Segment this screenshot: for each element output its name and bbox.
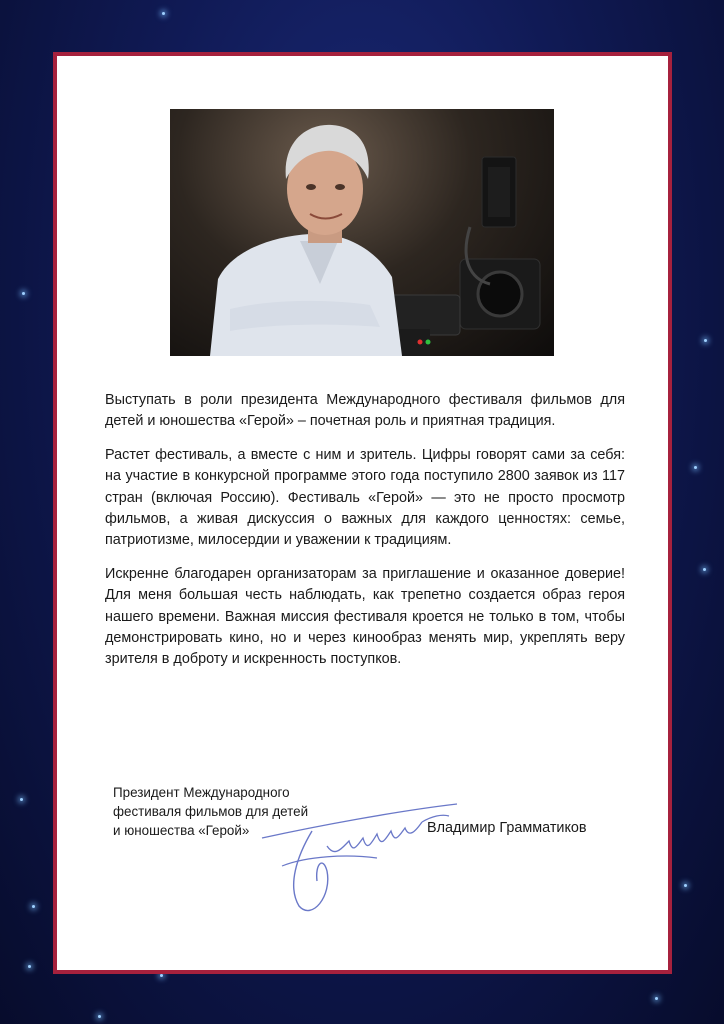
signer-title-line: фестиваля фильмов для детей	[113, 804, 309, 819]
star-decoration	[20, 798, 23, 801]
paragraph-2: Растет фестиваль, а вместе с ним и зритель. Цифры говорят сами за себя: на участие в конкурсной программе этого года поступило 2800 заявок из 117 стран (включая Россию). Фестиваль «Герой» — это не просто просмотр фильмов, а живая дискуссия о важных для каждого ценностях: семье, патриотизме, милосердии и уважении к традициям.	[105, 446, 625, 549]
photo-illustration	[170, 109, 554, 356]
star-decoration	[22, 292, 25, 295]
president-photo	[170, 109, 554, 356]
paragraph-1: Выступать в роли президента Международного фестиваля фильмов для детей и юношества «Герой» – почетная роль и приятная традиция.	[105, 392, 625, 430]
star-decoration	[32, 905, 35, 908]
star-decoration	[655, 997, 658, 1000]
handwritten-signature	[257, 786, 467, 926]
star-decoration	[28, 965, 31, 968]
star-decoration	[703, 568, 706, 571]
star-decoration	[160, 974, 163, 977]
signer-title-line: и юношества «Герой»	[113, 823, 250, 838]
star-decoration	[684, 884, 687, 887]
letter-body	[105, 390, 625, 683]
star-decoration	[162, 12, 165, 15]
signer-title-line: Президент Международного	[113, 785, 290, 800]
letter-card	[53, 52, 672, 974]
signer-name: Владимир Грамматиков	[427, 820, 587, 836]
paragraph-3: Искренне благодарен организаторам за приглашение и оказанное доверие! Для меня большая честь наблюдать, как трепетно создается образ героя нашего времени. Важная миссия фестиваля кроется не только в том, чтобы демонстрировать кино, но и через кинообраз менять мир, укреплять веру зрителя в доброту и искренность поступков.	[105, 565, 625, 668]
star-decoration	[98, 1015, 101, 1018]
star-decoration	[694, 466, 697, 469]
star-decoration	[704, 339, 707, 342]
